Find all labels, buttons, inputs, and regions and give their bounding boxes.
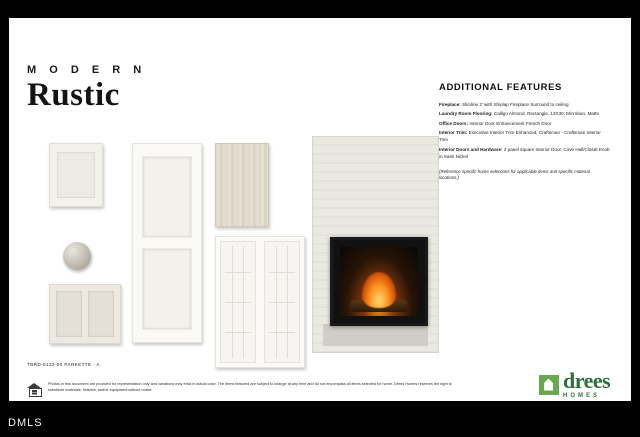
material-sample-board (27, 136, 437, 351)
feature-value: Slimline 2' with Shiplap Fireplace Surround to ceiling (460, 102, 569, 107)
mullion-horizontal (269, 332, 295, 333)
equal-housing-opportunity-icon (27, 382, 42, 396)
disclaimer-row (27, 382, 457, 396)
feature-value: Interior Door Enhancement French Door (468, 120, 552, 126)
brochure-sheet (9, 18, 631, 401)
additional-features-heading: ADDITIONAL FEATURES (439, 82, 562, 93)
watermark: DMLS (8, 417, 43, 429)
french-door-leaf-left (220, 241, 256, 363)
fireplace-glass (340, 247, 418, 316)
feature-value: Calligo Almond, Rectangle, 13X30, Microban, Matte (492, 111, 600, 117)
feature-value: Executive Interior Trim Enhanced, Craftsman - Craftsman Interior Trim (439, 130, 601, 143)
feature-label: Interior Doors and Hardware: (439, 146, 503, 152)
features-footnote: (Reference specific home selections for applicable items and specific material locations.) (439, 168, 590, 181)
feature-item (439, 121, 611, 128)
french-doors-sample (215, 236, 305, 368)
feature-label: Office Doors: (439, 120, 469, 126)
title-line-rustic: Rustic (27, 77, 120, 113)
feature-value: 2 panel square Interior Door, Cove Hall/Closet Knob in Satin Nickel (439, 146, 610, 159)
mullion-horizontal (269, 302, 295, 303)
title-line-modern: M O D E R N (27, 64, 147, 76)
cabinet-panel-left (56, 291, 82, 337)
additional-features-panel (439, 82, 611, 182)
plan-code: TBRD-0132-00 PARKETTE - A (27, 362, 100, 367)
mullion-horizontal (225, 302, 251, 303)
feature-item (439, 111, 611, 118)
interior-door-sample (132, 143, 202, 343)
fireplace-photo (312, 136, 439, 353)
feature-item (439, 130, 611, 144)
logo-sub-name: HOMES (563, 393, 601, 399)
logo-text (563, 370, 610, 399)
mullion-horizontal (225, 272, 251, 273)
door-panel-lower (142, 248, 192, 330)
feature-label: Fireplace: (439, 102, 461, 107)
door-panel-upper (142, 156, 192, 238)
cabinet-door-sample-small (49, 143, 103, 207)
disclaimer-text: Photos in this document are provided for representation only and variations may exist in actual color. The items featured are subject to change at any time and do not encompass all items selected for home. Drees Homes reserves the right to substitute materials, finishes, and/or equipment without notice. (48, 382, 452, 392)
feature-item (439, 147, 611, 161)
fireplace-hearth (323, 324, 428, 346)
cabinet-panel-right (88, 291, 114, 337)
house-logo-icon (539, 375, 559, 395)
cabinet-panel-inset (57, 152, 95, 198)
feature-label: Laundry Room Flooring: (439, 111, 493, 117)
flooring-sample (215, 143, 269, 227)
cabinet-door-sample-lower (49, 284, 121, 344)
feature-label: Interior Trim: (439, 130, 468, 136)
page-title (27, 64, 227, 113)
logo-brand-name: drees (563, 368, 611, 393)
fireplace-firebox (330, 237, 428, 326)
mullion-horizontal (269, 272, 295, 273)
fireplace-flame (362, 272, 396, 308)
drees-homes-logo (539, 370, 610, 399)
feature-item (439, 102, 611, 109)
french-door-leaf-right (264, 241, 300, 363)
mullion-horizontal (225, 332, 251, 333)
cabinet-knob-sample (63, 242, 91, 270)
